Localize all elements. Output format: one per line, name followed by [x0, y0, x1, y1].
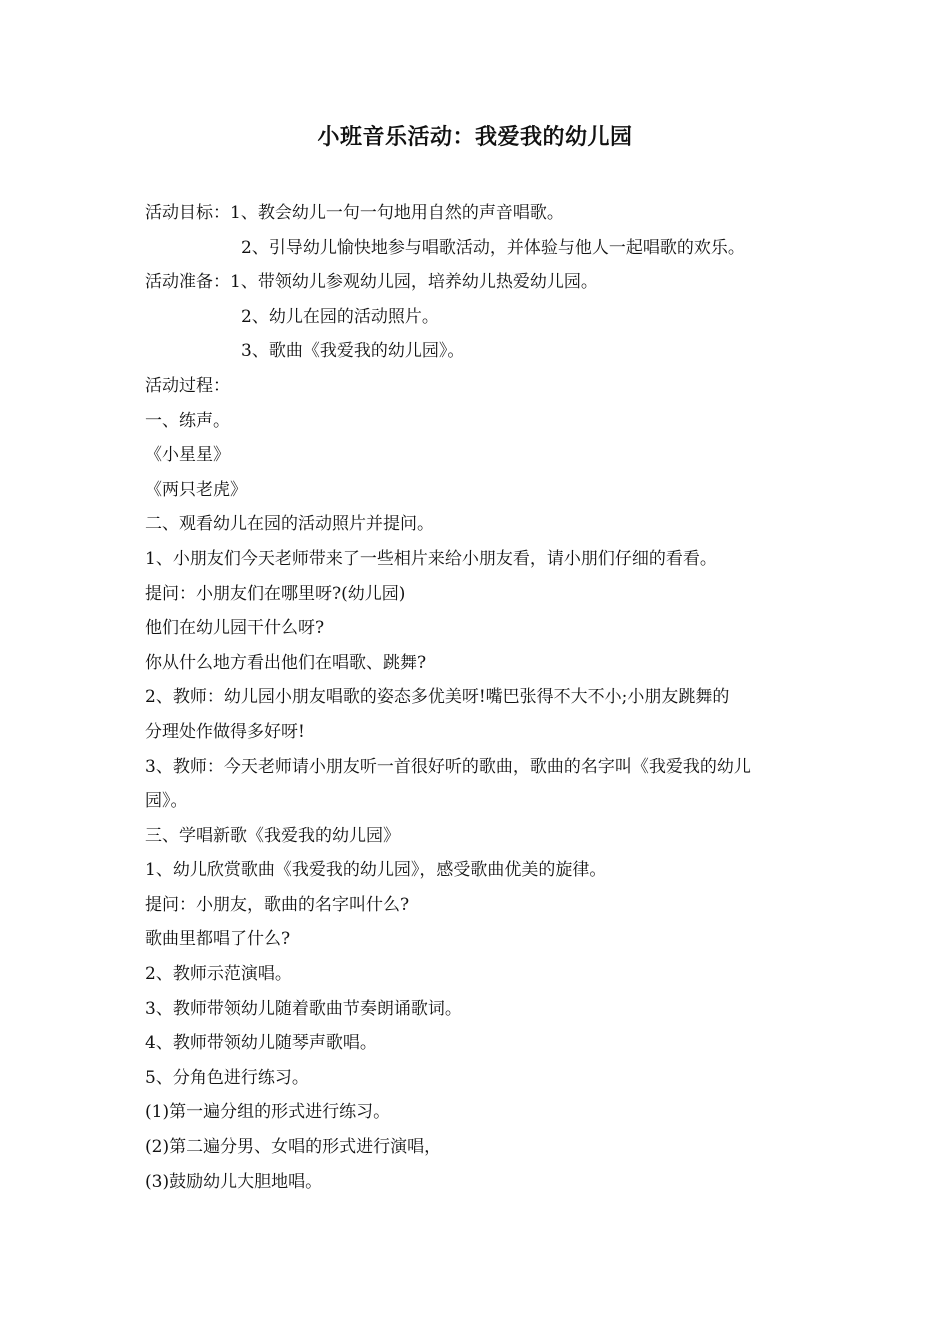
text-line: 你从什么地方看出他们在唱歌、跳舞? [145, 652, 427, 673]
process-heading: 活动过程： [145, 375, 230, 396]
text-line: 提问：小朋友们在哪里呀?(幼儿园) [145, 583, 406, 604]
goal-line-2: 2、引导幼儿愉快地参与唱歌活动，并体验与他人一起唱歌的欢乐。 [241, 237, 745, 258]
text-line: 3、教师：今天老师请小朋友听一首很好听的歌曲，歌曲的名字叫《我爱我的幼儿 [145, 756, 751, 777]
text-line: 1、小朋友们今天老师带来了一些相片来给小朋友看，请小朋们仔细的看看。 [145, 548, 717, 569]
text-line: 3、教师带领幼儿随着歌曲节奏朗诵歌词。 [145, 998, 462, 1019]
text-line: 1、幼儿欣赏歌曲《我爱我的幼儿园》，感受歌曲优美的旋律。 [145, 860, 607, 881]
goal-line-1: 活动目标：1、教会幼儿一句一句地用自然的声音唱歌。 [145, 203, 564, 223]
text-line: 4、教师带领幼儿随琴声歌唱。 [145, 1033, 377, 1054]
section-3-heading: 三、学唱新歌《我爱我的幼儿园》 [145, 825, 400, 846]
prep-line-3: 3、歌曲《我爱我的幼儿园》。 [241, 341, 465, 362]
text-line: 分理处作做得多好呀! [145, 721, 305, 742]
text-line: 提问：小朋友，歌曲的名字叫什么? [145, 894, 410, 915]
text-line: 5、分角色进行练习。 [145, 1067, 309, 1088]
document-title: 小班音乐活动：我爱我的幼儿园 [317, 125, 633, 150]
text-line: 2、教师示范演唱。 [145, 964, 292, 985]
section-2-heading: 二、观看幼儿在园的活动照片并提问。 [145, 514, 434, 535]
document-body [145, 196, 815, 1199]
text-line: 他们在幼儿园干什么呀? [145, 618, 325, 639]
text-line: (2)第二遍分男、女唱的形式进行演唱， [145, 1137, 442, 1158]
song-two-tigers: 《两只老虎》 [145, 479, 247, 500]
text-line: (3)鼓励幼儿大胆地唱。 [145, 1171, 323, 1192]
song-little-star: 《小星星》 [145, 445, 230, 466]
text-line: (1)第一遍分组的形式进行练习。 [145, 1102, 391, 1123]
prep-line-2: 2、幼儿在园的活动照片。 [241, 306, 439, 327]
text-line: 园》。 [145, 791, 188, 812]
prep-line-1: 活动准备：1、带领幼儿参观幼儿园，培养幼儿热爱幼儿园。 [145, 272, 598, 293]
text-line: 2、教师：幼儿园小朋友唱歌的姿态多优美呀!嘴巴张得不大不小;小朋友跳舞的 [145, 687, 730, 708]
section-1-heading: 一、练声。 [145, 410, 230, 431]
text-line: 歌曲里都唱了什么? [145, 929, 291, 950]
